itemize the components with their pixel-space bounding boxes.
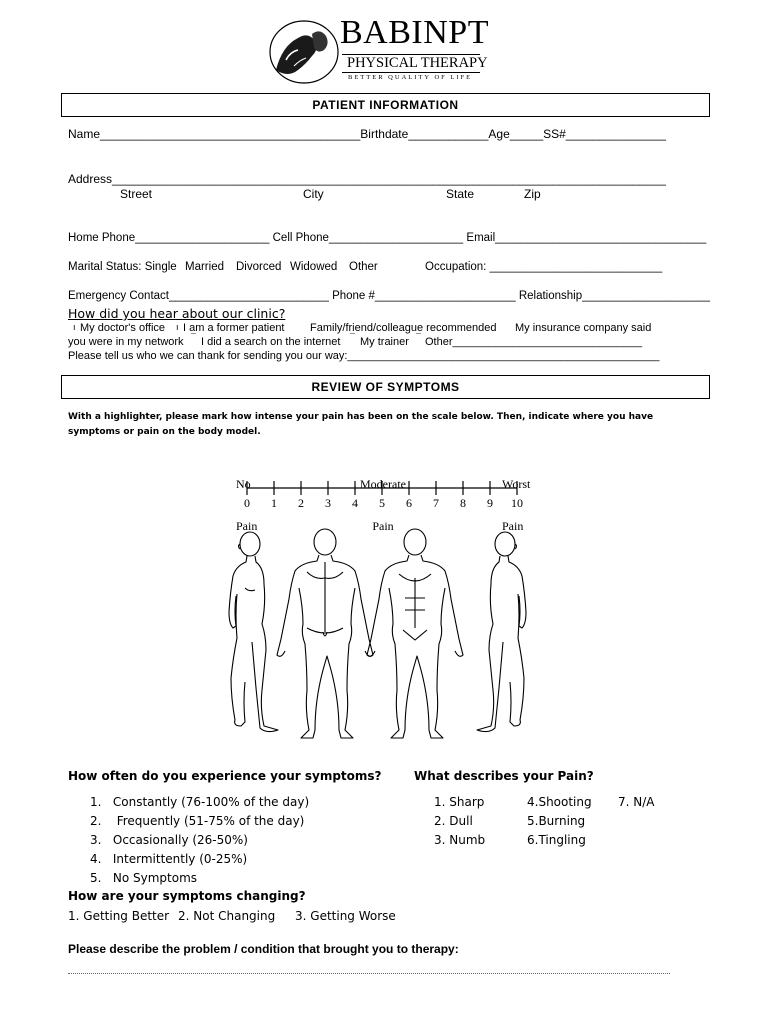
frequency-option[interactable]: 5. No Symptoms: [90, 871, 198, 885]
hear-opt-trainer[interactable]: My trainer: [360, 336, 409, 348]
city-label: City: [303, 187, 324, 201]
body-front-icon[interactable]: [367, 529, 463, 738]
scale-tick-label: 3: [325, 496, 331, 510]
scale-tick-label: 0: [244, 496, 250, 510]
scale-tick-label: 5: [379, 496, 385, 510]
marital-other[interactable]: Other: [349, 261, 378, 273]
street-label: Street: [120, 187, 153, 201]
state-label: State: [446, 187, 475, 201]
frequency-option[interactable]: 3. Occasionally (26-50%): [90, 833, 248, 847]
scale-tick-label: 1: [271, 496, 277, 510]
scale-pain-label-right: Pain: [502, 519, 524, 533]
pain-type-option[interactable]: 3. Numb: [434, 833, 486, 847]
hear-opt-former-checkbox-icon[interactable]: ı: [176, 322, 179, 332]
phone-email-field[interactable]: Home Phone_____________________ Cell Phone_____________________ Email_________________________________: [68, 232, 707, 244]
hear-opt-internet[interactable]: I did a search on the internet: [201, 336, 341, 348]
scale-line[interactable]: [240, 478, 530, 498]
change-opt-same[interactable]: 2. Not Changing: [178, 909, 276, 923]
hear-opt-trainer-checkbox-icon[interactable]: ¯: [350, 332, 355, 342]
symptoms-header: REVIEW OF SYMPTOMS: [61, 375, 710, 399]
body-side-right-icon[interactable]: [477, 532, 526, 732]
scale-tick-label: 4: [352, 496, 358, 510]
body-back-icon[interactable]: [277, 529, 373, 738]
patient-info-header: PATIENT INFORMATION: [61, 93, 710, 117]
describe-question: Please describe the problem / condition that brought you to therapy:: [68, 942, 459, 956]
hear-opt-other-checkbox-icon[interactable]: ¯: [416, 332, 421, 342]
hear-opt-doctor-checkbox-icon[interactable]: ı: [73, 322, 76, 332]
scale-tick-label: 2: [298, 496, 304, 510]
scale-tick-label: 9: [487, 496, 493, 510]
pain-type-option[interactable]: 5.Burning: [527, 814, 586, 828]
body-diagram[interactable]: [225, 528, 535, 750]
scale-worst-label: Worst: [502, 477, 531, 491]
hear-line2-network: you were in my network: [68, 336, 184, 348]
logo-figure-icon: [268, 20, 340, 84]
frequency-question: How often do you experience your symptoms?: [68, 769, 382, 783]
pain-type-option[interactable]: 6.Tingling: [527, 833, 586, 847]
logo-rule-bottom: [342, 72, 480, 73]
hear-opt-former[interactable]: I am a former patient: [183, 322, 285, 334]
logo-tagline: BETTER QUALITY OF LIFE: [348, 74, 473, 81]
scale-tick-label: 7: [433, 496, 439, 510]
hear-opt-family[interactable]: Family/friend/colleague recommended: [310, 322, 497, 334]
change-question: How are your symptoms changing?: [68, 889, 306, 903]
frequency-option[interactable]: 2. Frequently (51-75% of the day): [90, 814, 305, 828]
scale-moderate-label: Moderate: [360, 477, 406, 491]
frequency-option[interactable]: 4. Intermittently (0-25%): [90, 852, 248, 866]
pain-type-option[interactable]: 1. Sharp: [434, 795, 485, 809]
frequency-option[interactable]: 1. Constantly (76-100% of the day): [90, 795, 310, 809]
pain-type-question: What describes your Pain?: [414, 769, 594, 783]
scale-tick-label: 8: [460, 496, 466, 510]
marital-widowed[interactable]: Widowed: [290, 261, 338, 273]
scale-no-label: No: [236, 477, 251, 491]
hear-opt-insurance[interactable]: My insurance company said: [515, 322, 652, 334]
hear-opt-internet-checkbox-icon[interactable]: ¯: [191, 332, 196, 342]
thank-you-field[interactable]: Please tell us who we can thank for sending you our way:___________________________________________________: [68, 350, 660, 362]
pain-type-option[interactable]: 7. N/A: [618, 795, 655, 809]
scale-tick-label: 10: [511, 496, 523, 510]
scale-tick-label: 6: [406, 496, 412, 510]
pain-type-option[interactable]: 2. Dull: [434, 814, 473, 828]
logo-brand: BABINPT: [340, 14, 489, 51]
change-opt-worse[interactable]: 3. Getting Worse: [295, 909, 396, 923]
describe-answer-line[interactable]: [68, 972, 670, 974]
scale-pain-label-left: Pain: [236, 519, 258, 533]
hear-opt-doctor[interactable]: My doctor's office: [80, 322, 166, 334]
body-side-left-icon[interactable]: [229, 532, 278, 732]
instruction-text: With a highlighter, please mark how intense your pain has been on the scale below. Then, indicate where you have symptoms or pain on the body model.: [68, 412, 654, 437]
zip-label: Zip: [524, 187, 541, 201]
hear-about-heading: How did you hear about our clinic?: [68, 306, 286, 321]
address-field[interactable]: Address___________________________________________________________________________________: [68, 172, 666, 186]
hear-opt-other[interactable]: Other_______________________________: [425, 336, 643, 348]
name-field[interactable]: Name_______________________________________Birthdate____________Age_____SS#_______________: [68, 127, 666, 141]
marital-married[interactable]: Married: [185, 261, 224, 273]
emergency-contact-field[interactable]: Emergency Contact_________________________ Phone #______________________ Relationship____________________: [68, 290, 711, 302]
marital-divorced[interactable]: Divorced: [236, 261, 282, 273]
change-opt-better[interactable]: 1. Getting Better: [68, 909, 170, 923]
logo-subtitle: PHYSICAL THERAPY: [347, 55, 488, 71]
pain-type-option[interactable]: 4.Shooting: [527, 795, 592, 809]
occupation-field[interactable]: Occupation: ___________________________: [425, 261, 663, 273]
scale-pain-label-middle: Pain: [372, 519, 394, 533]
marital-status-label: Marital Status: Single: [68, 261, 177, 273]
